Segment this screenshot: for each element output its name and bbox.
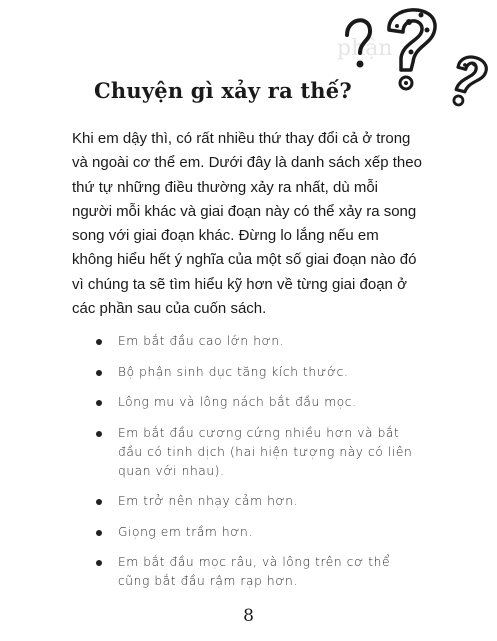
list-item-text: Em trở nên nhạy cảm hơn. (118, 494, 299, 508)
list-item (96, 523, 426, 542)
list-item (96, 553, 426, 591)
list-item-text: Bộ phận sinh dục tăng kích thước. (118, 364, 349, 379)
question-marks-icon (327, 0, 497, 120)
svg-text:phận: phận (337, 36, 393, 61)
list-item (96, 332, 426, 351)
list-item-text: Giọng em trầm hơn. (118, 524, 253, 539)
list-item (96, 393, 426, 412)
list-item-text: Lông mu và lông nách bắt đầu mọc. (118, 395, 357, 409)
list-item-text: Em bắt đầu mọc râu, và lông trên cơ thể cũng bắt đầu rậm rạp hơn. (118, 555, 391, 588)
intro-paragraph: Khi em dậy thì, có rất nhiều thứ thay đổi cả ở trong và ngoài cơ thể em. Dưới đây là danh sách xếp theo thứ tự những điều thường xảy ra nhất, dù mỗi người mỗi khác và giai đoạn này có thể xảy ra song song với giai đoạn khác. Đừng lo lắng nếu em không hiểu hết ý nghĩa của một số giai đoạn nào đó vì chúng ta sẽ tìm hiểu kỹ hơn về từng giai đoạn ở các phần sau của cuốn sách. (72, 130, 422, 318)
page-title: Chuyện gì xảy ra thế? (94, 78, 352, 103)
list-item-text: Em bắt đầu cương cứng nhiều hơn và bắt đầu có tinh dịch (hai hiện tượng này có liên quan với nhau). (118, 425, 413, 478)
list-item-text: Em bắt đầu cao lớn hơn. (118, 334, 285, 348)
list-item (96, 363, 426, 382)
list-item (96, 492, 426, 511)
changes-list (96, 332, 426, 603)
list-item (96, 424, 426, 481)
page-number: 8 (243, 606, 254, 626)
